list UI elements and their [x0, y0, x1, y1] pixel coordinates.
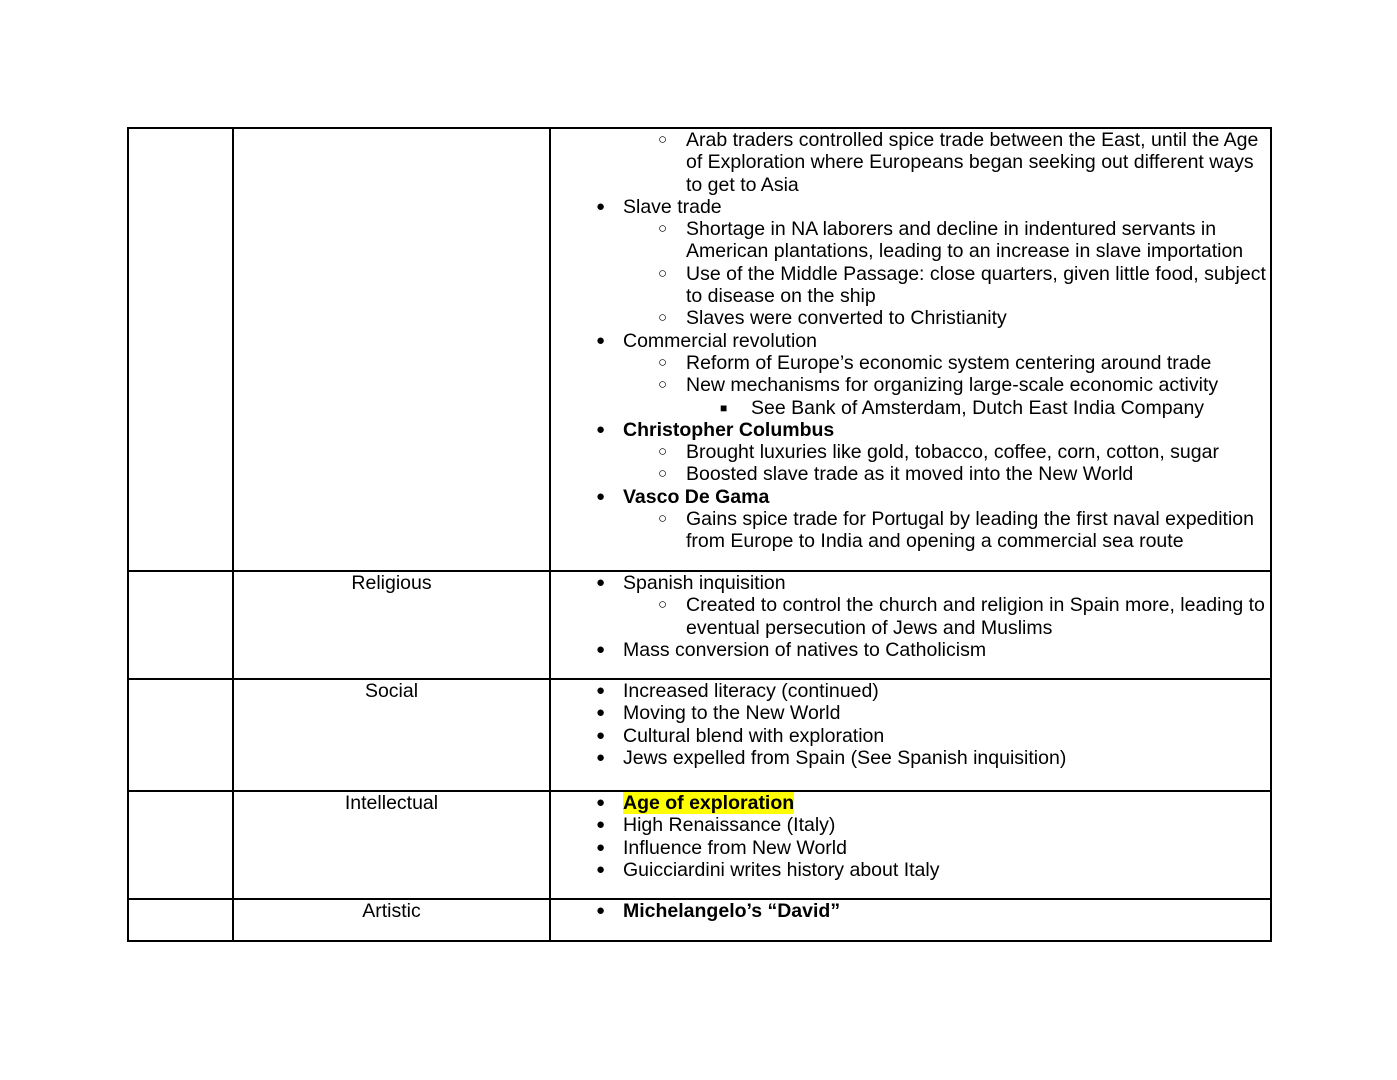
bullet-item: [551, 814, 1270, 836]
bullet-circle-icon: ○: [658, 510, 668, 528]
category-label: Intellectual: [344, 792, 439, 814]
bullet-item-text: Moving to the New World: [623, 702, 841, 725]
highlighted-text: Age of exploration: [623, 792, 795, 814]
bullet-item-text: Vasco De Gama: [623, 485, 770, 508]
bullet-item: [551, 680, 1270, 702]
left-margin-cell: [128, 679, 233, 791]
left-margin-cell: [128, 791, 233, 899]
notes-table: [127, 127, 1272, 942]
content-cell: [550, 571, 1271, 679]
bullet-item-text: Boosted slave trade as it moved into the New World: [686, 463, 1134, 486]
table-row: [128, 571, 1271, 679]
bullet-item-text: Increased literacy (continued): [623, 680, 879, 702]
bullet-item-text: High Renaissance (Italy): [623, 814, 836, 837]
bullet-disc-icon: ●: [596, 487, 606, 505]
bullet-item: [551, 129, 1270, 196]
bullet-item: [551, 419, 1270, 441]
bullet-item: [551, 702, 1270, 724]
bullet-item: [551, 218, 1270, 263]
bullet-item-text: Reform of Europe’s economic system centering around trade: [686, 351, 1212, 374]
bullet-item: [551, 837, 1270, 859]
bullet-item-text: Slaves were converted to Christianity: [686, 307, 1007, 330]
bullet-item-text: Slave trade: [623, 195, 722, 218]
content-cell: [550, 679, 1271, 791]
bullet-item: [551, 441, 1270, 463]
bullet-disc-icon: ●: [596, 197, 606, 215]
bullet-circle-icon: ○: [658, 353, 668, 371]
notes-table-body: [128, 128, 1271, 941]
bullet-item: [551, 263, 1270, 308]
bullet-circle-icon: ○: [658, 131, 668, 148]
table-row: [128, 899, 1271, 941]
bullet-item-text: Arab traders controlled spice trade between the East, until the Age of Exploration where Europeans began seeking out different ways to get to Asia: [686, 129, 1259, 196]
bullet-circle-icon: ○: [658, 220, 668, 238]
bullet-item-text: Mass conversion of natives to Catholicism: [623, 638, 987, 661]
left-margin-cell: [128, 899, 233, 941]
table-row: [128, 791, 1271, 899]
bullet-disc-icon: ●: [596, 860, 606, 878]
bullet-disc-icon: ●: [596, 726, 606, 744]
bullet-disc-icon: ●: [596, 794, 606, 811]
bullet-item-text: Commercial revolution: [623, 329, 817, 352]
bullet-item: [551, 397, 1270, 419]
bullet-item: [551, 900, 1270, 922]
left-margin-cell: [128, 571, 233, 679]
bullet-disc-icon: ●: [596, 420, 606, 438]
bullet-disc-icon: ●: [596, 816, 606, 834]
left-margin-cell: [128, 128, 233, 571]
bullet-item-text: Christopher Columbus: [623, 418, 835, 441]
bullet-disc-icon: ●: [596, 902, 606, 919]
category-cell: [233, 128, 550, 571]
bullet-item: [551, 463, 1270, 485]
bullet-item: [551, 747, 1270, 769]
content-cell: [550, 899, 1271, 941]
bullet-item-text: Gains spice trade for Portugal by leading the first naval expedition from Europe to India and opening a commercial sea route: [686, 508, 1254, 553]
bullet-item: [551, 374, 1270, 396]
category-cell: [233, 571, 550, 679]
category-cell: [233, 679, 550, 791]
bullet-item: [551, 486, 1270, 508]
bullet-item-text: Created to control the church and religion in Spain more, leading to eventual persecution of Jews and Muslims: [686, 594, 1265, 639]
bullet-circle-icon: ○: [658, 465, 668, 483]
bullet-item-text: Cultural blend with exploration: [623, 724, 885, 747]
bullet-item: [551, 639, 1270, 661]
bullet-disc-icon: ●: [596, 748, 606, 766]
bullet-disc-icon: ●: [596, 574, 606, 591]
bullet-disc-icon: ●: [596, 640, 606, 658]
bullet-disc-icon: ●: [596, 704, 606, 722]
table-row: [128, 679, 1271, 791]
content-cell: [550, 128, 1271, 571]
bullet-disc-icon: ●: [596, 838, 606, 856]
category-label: Social: [364, 680, 419, 702]
bullet-item-text: Use of the Middle Passage: close quarters, given little food, subject to disease on the ship: [686, 262, 1266, 308]
bullet-item: [551, 352, 1270, 374]
bullet-item: [551, 196, 1270, 218]
content-cell: [550, 791, 1271, 899]
bullet-item: [551, 307, 1270, 329]
bullet-circle-icon: ○: [658, 376, 668, 394]
bullet-item: [551, 859, 1270, 881]
category-cell: [233, 899, 550, 941]
bullet-item-text: Shortage in NA laborers and decline in indentured servants in American plantations, leading to an increase in slave importation: [686, 218, 1244, 263]
bullet-disc-icon: ●: [596, 682, 606, 699]
table-row: [128, 128, 1271, 571]
bullet-item-text: New mechanisms for organizing large-scale economic activity: [686, 374, 1219, 397]
bullet-disc-icon: ●: [596, 331, 606, 349]
bullet-circle-icon: ○: [658, 443, 668, 461]
bullet-item-text: See Bank of Amsterdam, Dutch East India Company: [751, 396, 1205, 419]
bullet-item-text: Influence from New World: [623, 836, 847, 859]
bullet-square-icon: ■: [720, 400, 728, 415]
category-label: Religious: [351, 572, 432, 594]
bullet-item-text: Brought luxuries like gold, tobacco, coffee, corn, cotton, sugar: [686, 441, 1219, 464]
category-cell: [233, 791, 550, 899]
bullet-item: [551, 725, 1270, 747]
bullet-circle-icon: ○: [658, 264, 668, 282]
bullet-item-text: Jews expelled from Spain (See Spanish inquisition): [623, 746, 1067, 769]
bullet-item: [551, 330, 1270, 352]
bullet-item: [551, 572, 1270, 594]
bullet-item-text: Spanish inquisition: [623, 572, 786, 594]
category-label: Artistic: [362, 900, 421, 922]
bullet-item: [551, 508, 1270, 553]
bullet-item-text: Michelangelo’s “David”: [623, 900, 841, 922]
bullet-item: [551, 792, 1270, 814]
bullet-circle-icon: ○: [658, 596, 668, 614]
bullet-circle-icon: ○: [658, 309, 668, 327]
bullet-item: [551, 594, 1270, 639]
bullet-item-text: Guicciardini writes history about Italy: [623, 858, 940, 881]
